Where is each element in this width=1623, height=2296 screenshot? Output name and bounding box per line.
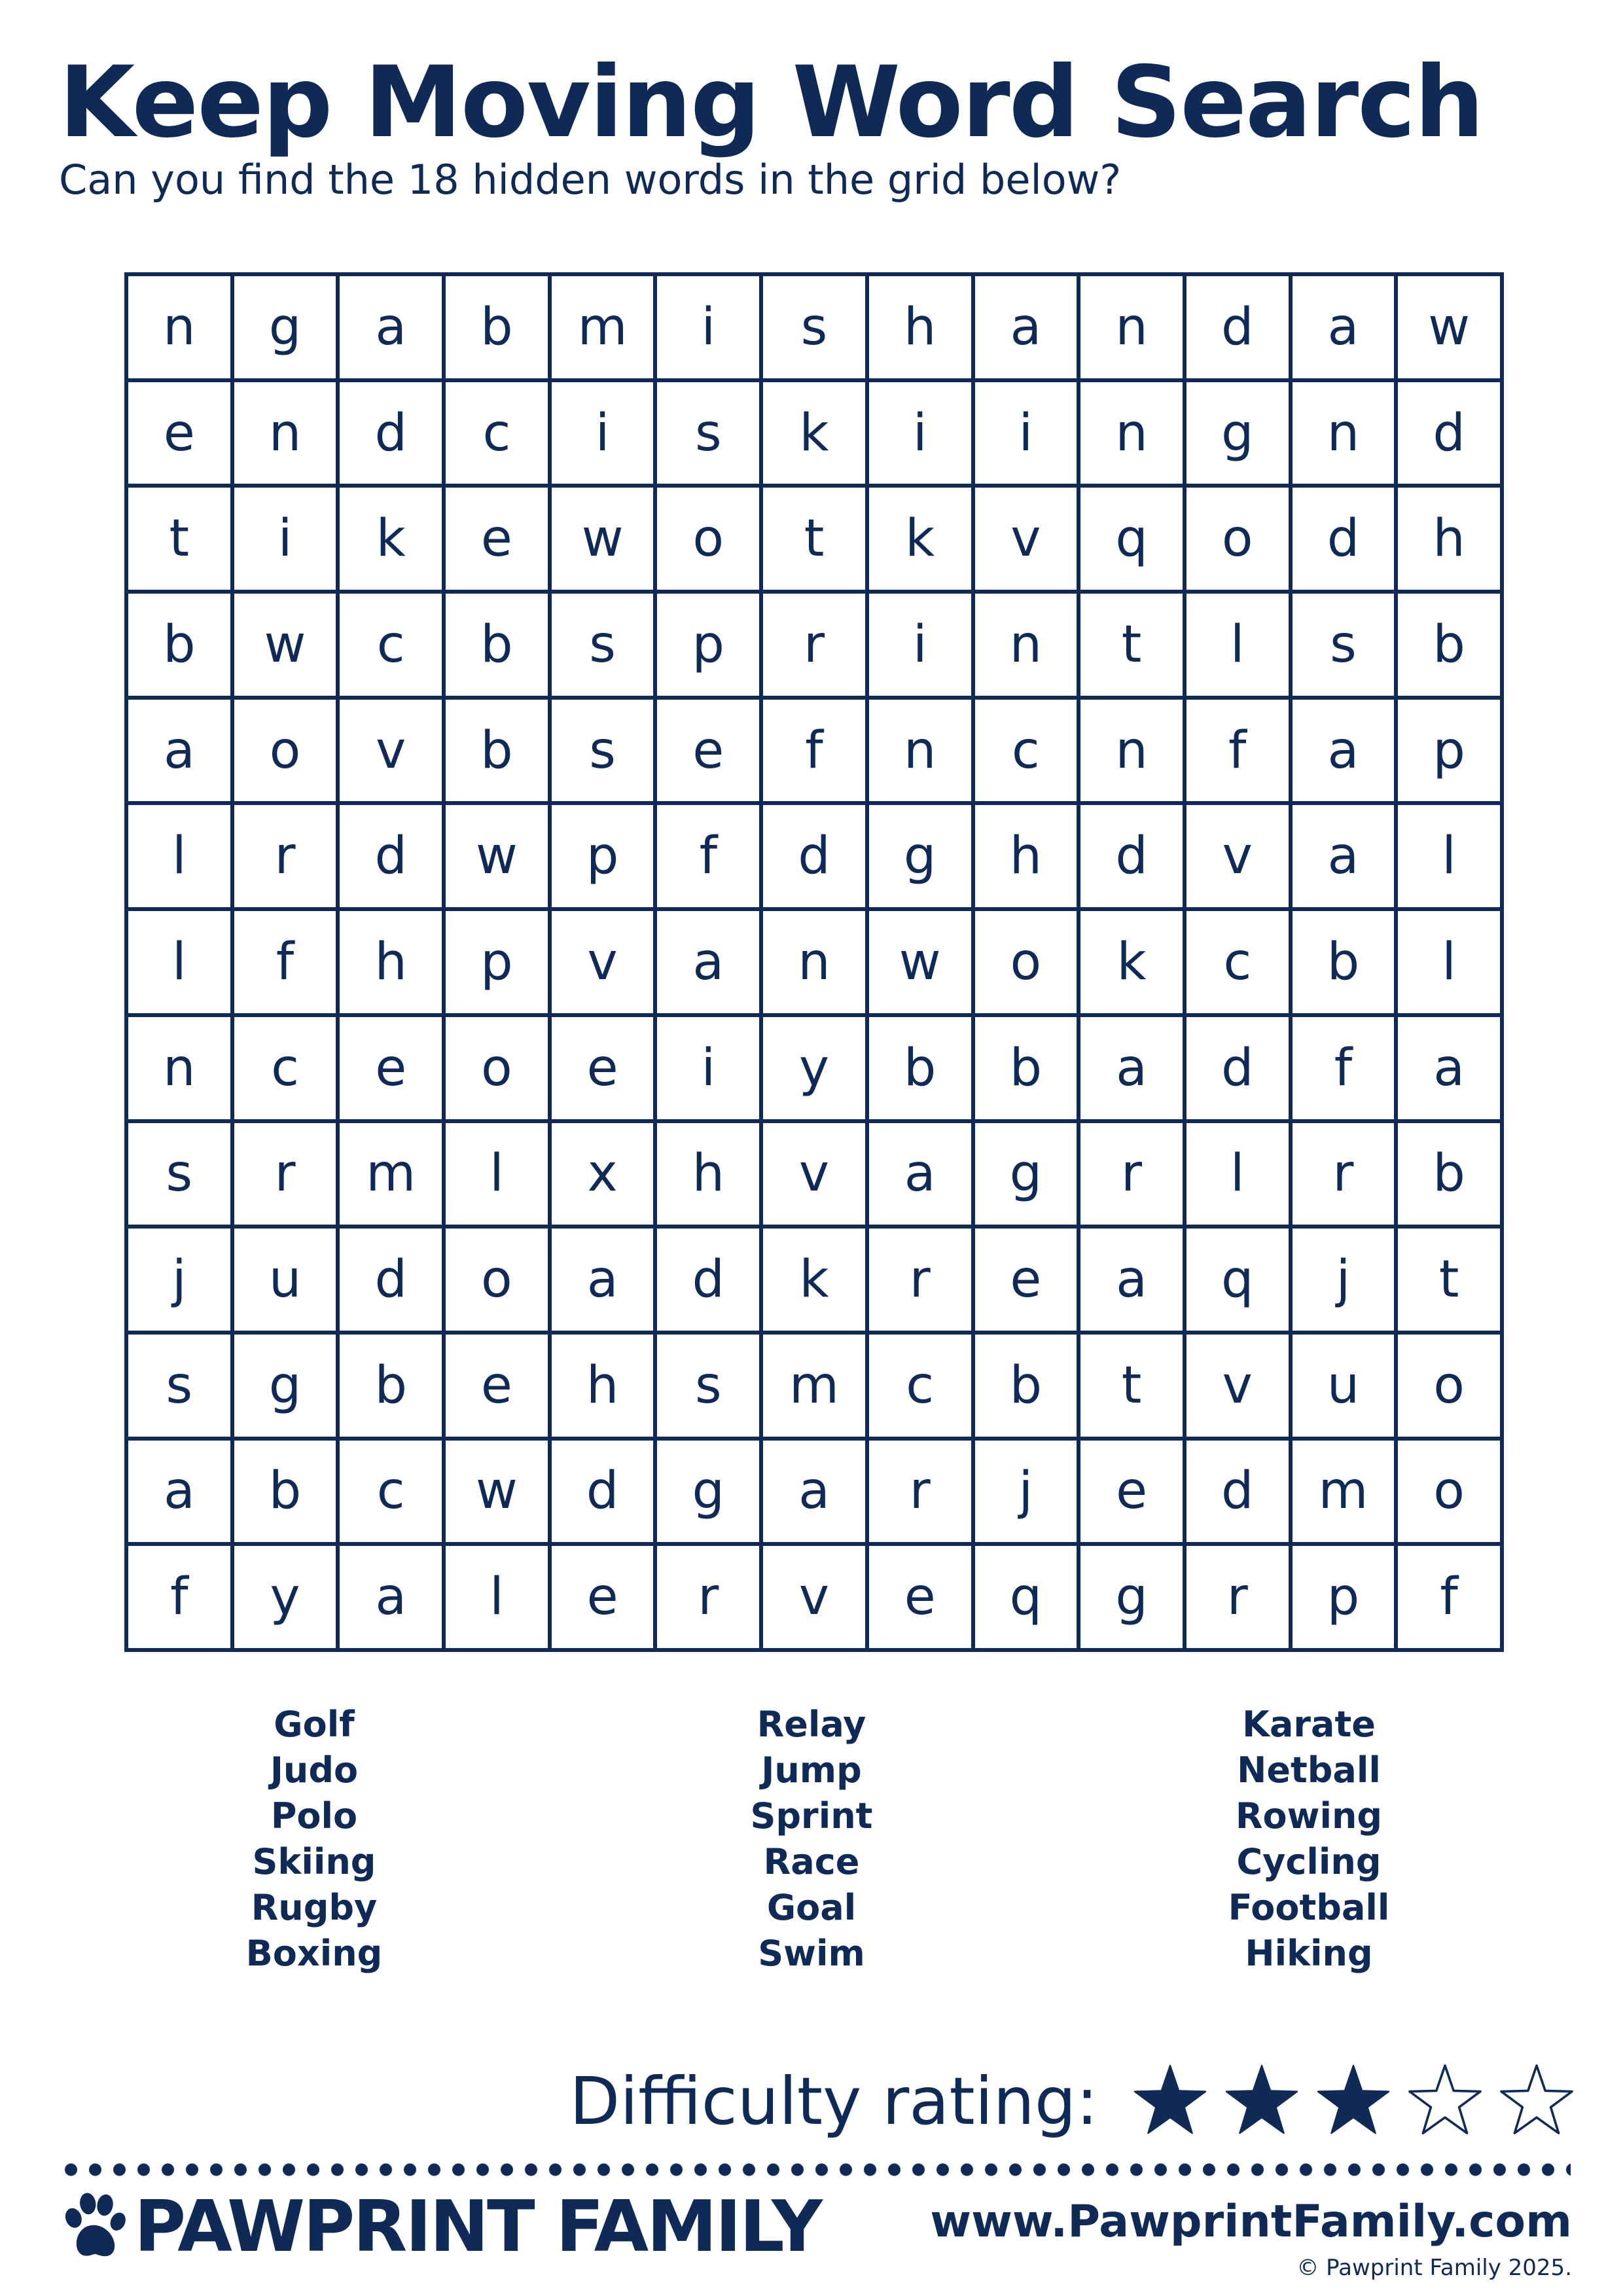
word-item: Golf [274, 1704, 355, 1745]
grid-cell[interactable]: r [232, 1121, 338, 1227]
grid-cell[interactable]: v [761, 1121, 867, 1227]
star-filled-icon [1131, 2062, 1209, 2140]
grid-cell[interactable]: c [973, 698, 1079, 804]
grid-cell[interactable]: o [232, 698, 338, 804]
grid-cell[interactable]: i [867, 380, 973, 486]
grid-cell[interactable]: s [1291, 592, 1397, 698]
grid-cell[interactable]: d [550, 1439, 656, 1545]
grid-cell[interactable]: b [232, 1439, 338, 1545]
grid-cell[interactable]: n [761, 909, 867, 1015]
grid-cell[interactable]: d [1291, 486, 1397, 592]
word-list-column-1 [85, 1702, 543, 1977]
grid-cell[interactable]: b [444, 274, 550, 380]
grid-cell[interactable]: i [655, 1015, 761, 1121]
grid-cell[interactable]: c [338, 1439, 444, 1545]
grid-cell[interactable]: e [338, 1015, 444, 1121]
grid-cell[interactable]: m [338, 1121, 444, 1227]
grid-cell[interactable]: p [1291, 1544, 1397, 1650]
word-item: Cycling [1236, 1841, 1382, 1882]
grid-cell[interactable]: n [126, 274, 232, 380]
grid-cell[interactable]: l [1185, 592, 1291, 698]
grid-cell[interactable]: d [1185, 1015, 1291, 1121]
page-subtitle: Can you find the 18 hidden words in the grid below? [59, 156, 1122, 204]
grid-cell[interactable]: d [1185, 274, 1291, 380]
grid-cell[interactable]: e [444, 486, 550, 592]
difficulty-rating [569, 2062, 1576, 2140]
grid-cell[interactable]: a [126, 1439, 232, 1545]
grid-cell[interactable]: i [973, 380, 1079, 486]
word-item: Rowing [1235, 1795, 1383, 1837]
grid-cell[interactable]: p [655, 592, 761, 698]
word-item: Boxing [245, 1933, 383, 1974]
grid-cell[interactable]: w [232, 592, 338, 698]
grid-cell[interactable]: g [1185, 380, 1291, 486]
word-search-grid [124, 272, 1504, 1652]
grid-cell[interactable]: y [761, 1015, 867, 1121]
grid-cell[interactable]: a [550, 1227, 656, 1333]
grid-cell[interactable]: a [655, 909, 761, 1015]
difficulty-stars [1118, 2062, 1576, 2140]
grid-cell[interactable]: c [444, 380, 550, 486]
word-list-column-2 [582, 1702, 1041, 1977]
grid-cell[interactable]: m [761, 1333, 867, 1439]
word-item: Swim [758, 1933, 865, 1974]
grid-cell[interactable]: h [338, 909, 444, 1015]
grid-cell[interactable]: c [232, 1015, 338, 1121]
grid-cell[interactable]: n [1079, 274, 1185, 380]
grid-cell[interactable]: t [1396, 1227, 1502, 1333]
grid-cell[interactable]: a [1291, 274, 1397, 380]
grid-cell[interactable]: e [550, 1544, 656, 1650]
grid-cell[interactable]: a [761, 1439, 867, 1545]
grid-cell[interactable]: p [444, 909, 550, 1015]
grid-cell[interactable]: s [761, 274, 867, 380]
grid-cell[interactable]: c [1185, 909, 1291, 1015]
grid-cell[interactable]: o [1396, 1333, 1502, 1439]
grid-cell[interactable]: l [126, 803, 232, 909]
grid-cell[interactable]: i [655, 274, 761, 380]
grid-cell[interactable]: l [1396, 909, 1502, 1015]
grid-cell[interactable]: a [867, 1121, 973, 1227]
grid-cell[interactable]: s [126, 1121, 232, 1227]
grid-cell[interactable]: k [338, 486, 444, 592]
grid-cell[interactable]: b [338, 1333, 444, 1439]
grid-cell[interactable]: u [232, 1227, 338, 1333]
grid-cell[interactable]: o [655, 486, 761, 592]
grid-cell[interactable]: g [867, 803, 973, 909]
grid-cell[interactable]: o [1396, 1439, 1502, 1545]
grid-cell[interactable]: k [867, 486, 973, 592]
grid-cell[interactable]: f [761, 698, 867, 804]
grid-cell[interactable]: h [1396, 486, 1502, 592]
grid-cell[interactable]: b [126, 592, 232, 698]
grid-cell[interactable]: s [655, 380, 761, 486]
grid-cell[interactable]: a [1079, 1015, 1185, 1121]
word-item: Skiing [252, 1841, 376, 1882]
difficulty-label: Difficulty rating: [569, 2062, 1098, 2140]
grid-cell[interactable]: f [1185, 698, 1291, 804]
grid-cell[interactable]: q [973, 1544, 1079, 1650]
grid-cell[interactable]: v [761, 1544, 867, 1650]
dotted-divider [59, 2162, 1571, 2178]
grid-cell[interactable]: a [126, 698, 232, 804]
grid-cell[interactable]: o [973, 909, 1079, 1015]
grid-cell[interactable]: d [655, 1227, 761, 1333]
grid-cell[interactable]: w [1396, 274, 1502, 380]
grid-cell[interactable]: m [550, 274, 656, 380]
grid-cell[interactable]: b [973, 1333, 1079, 1439]
grid-cell[interactable]: r [1291, 1121, 1397, 1227]
word-list-column-3 [1080, 1702, 1538, 1977]
grid-cell[interactable]: p [1396, 698, 1502, 804]
grid-cell[interactable]: f [126, 1544, 232, 1650]
grid-cell[interactable]: a [973, 274, 1079, 380]
grid-cell[interactable]: j [1291, 1227, 1397, 1333]
grid-cell[interactable]: a [1079, 1227, 1185, 1333]
grid-cell[interactable]: a [338, 1544, 444, 1650]
grid-cell[interactable]: l [126, 909, 232, 1015]
grid-cell[interactable]: f [655, 803, 761, 909]
grid-cell[interactable]: q [1185, 1227, 1291, 1333]
grid-cell[interactable]: a [1396, 1015, 1502, 1121]
grid-cell[interactable]: b [1291, 909, 1397, 1015]
grid-cell[interactable]: p [550, 803, 656, 909]
grid-cell[interactable]: f [1291, 1015, 1397, 1121]
grid-cell[interactable]: g [655, 1439, 761, 1545]
grid-cell[interactable]: v [1185, 1333, 1291, 1439]
grid-cell[interactable]: e [126, 380, 232, 486]
grid-cell[interactable]: d [338, 803, 444, 909]
grid-cell[interactable]: r [1079, 1121, 1185, 1227]
grid-cell[interactable]: t [126, 486, 232, 592]
grid-cell[interactable]: k [1079, 909, 1185, 1015]
grid-cell[interactable]: l [444, 1121, 550, 1227]
grid-cell[interactable]: q [1079, 486, 1185, 592]
grid-cell[interactable]: w [867, 909, 973, 1015]
grid-cell[interactable]: w [444, 803, 550, 909]
word-item: Netball [1237, 1749, 1381, 1791]
word-item: Sprint [750, 1795, 873, 1837]
grid-cell[interactable]: d [338, 1227, 444, 1333]
word-item: Karate [1242, 1704, 1376, 1745]
grid-cell[interactable]: s [550, 698, 656, 804]
grid-cell[interactable]: c [338, 592, 444, 698]
grid-cell[interactable]: t [1079, 592, 1185, 698]
grid-cell[interactable]: v [338, 698, 444, 804]
grid-cell[interactable]: d [1396, 380, 1502, 486]
grid-cell[interactable]: t [761, 486, 867, 592]
word-item: Hiking [1245, 1933, 1373, 1974]
grid-cell[interactable]: l [444, 1544, 550, 1650]
grid-cell[interactable]: r [232, 803, 338, 909]
grid-cell[interactable]: s [550, 592, 656, 698]
grid-cell[interactable]: n [1291, 380, 1397, 486]
grid-cell[interactable]: m [1291, 1439, 1397, 1545]
grid-cell[interactable]: v [550, 909, 656, 1015]
grid-cell[interactable]: h [655, 1121, 761, 1227]
grid-cell[interactable]: d [338, 380, 444, 486]
copyright-text: © Pawprint Family 2025. [1296, 2255, 1572, 2281]
word-item: Relay [757, 1704, 866, 1745]
grid-cell[interactable]: b [1396, 1121, 1502, 1227]
grid-cell[interactable]: r [1185, 1544, 1291, 1650]
grid-cell[interactable]: f [1396, 1544, 1502, 1650]
grid-cell[interactable]: f [232, 909, 338, 1015]
grid-cell[interactable]: a [338, 274, 444, 380]
grid-cell[interactable]: b [973, 1015, 1079, 1121]
grid-cell[interactable]: h [550, 1333, 656, 1439]
grid-cell[interactable]: b [444, 592, 550, 698]
website-link[interactable]: www.PawprintFamily.com [930, 2196, 1572, 2248]
grid-cell[interactable]: l [1396, 803, 1502, 909]
word-item: Jump [761, 1749, 862, 1791]
word-item: Polo [270, 1795, 358, 1837]
grid-cell[interactable]: i [232, 486, 338, 592]
star-filled-icon [1222, 2062, 1301, 2140]
word-item: Football [1228, 1887, 1390, 1928]
grid-cell[interactable]: o [444, 1015, 550, 1121]
grid-cell[interactable]: e [655, 698, 761, 804]
grid-cell[interactable]: n [1079, 380, 1185, 486]
grid-cell[interactable]: d [1079, 803, 1185, 909]
grid-cell[interactable]: i [867, 592, 973, 698]
grid-cell[interactable]: w [550, 486, 656, 592]
grid-cell[interactable]: w [444, 1439, 550, 1545]
star-empty-icon [1497, 2062, 1576, 2140]
grid-cell[interactable]: v [1185, 803, 1291, 909]
grid-cell[interactable]: e [1079, 1439, 1185, 1545]
word-item: Judo [270, 1749, 359, 1791]
grid-cell[interactable]: g [232, 1333, 338, 1439]
grid-cell[interactable]: r [761, 592, 867, 698]
grid-cell[interactable]: a [1291, 803, 1397, 909]
page-title: Keep Moving Word Search [59, 46, 1483, 160]
grid-cell[interactable]: s [655, 1333, 761, 1439]
grid-cell[interactable]: g [232, 274, 338, 380]
grid-cell[interactable]: n [973, 592, 1079, 698]
grid-cell[interactable]: n [867, 698, 973, 804]
word-item: Goal [766, 1887, 857, 1928]
grid-cell[interactable]: i [550, 380, 656, 486]
grid-cell[interactable]: h [867, 274, 973, 380]
paw-icon [58, 2189, 130, 2265]
grid-cell[interactable]: g [973, 1121, 1079, 1227]
grid-cell[interactable]: d [1185, 1439, 1291, 1545]
grid-cell[interactable]: h [973, 803, 1079, 909]
grid-cell[interactable]: r [867, 1227, 973, 1333]
grid-cell[interactable]: e [867, 1544, 973, 1650]
grid-cell[interactable]: b [1396, 592, 1502, 698]
grid-cell[interactable]: y [232, 1544, 338, 1650]
grid-cell[interactable]: k [761, 1227, 867, 1333]
grid-cell[interactable]: r [655, 1544, 761, 1650]
grid-cell[interactable]: e [444, 1333, 550, 1439]
grid-cell[interactable]: v [973, 486, 1079, 592]
grid-cell[interactable]: e [550, 1015, 656, 1121]
word-item: Rugby [251, 1887, 378, 1928]
grid-cell[interactable]: c [867, 1333, 973, 1439]
grid-cell[interactable]: t [1079, 1333, 1185, 1439]
grid-cell[interactable]: k [761, 380, 867, 486]
grid-cell[interactable]: e [973, 1227, 1079, 1333]
grid-cell[interactable]: n [126, 1015, 232, 1121]
grid-cell[interactable]: r [867, 1439, 973, 1545]
grid-cell[interactable]: a [1291, 698, 1397, 804]
star-empty-icon [1406, 2062, 1484, 2140]
grid-cell[interactable]: o [1185, 486, 1291, 592]
grid-cell[interactable]: d [761, 803, 867, 909]
grid-cell[interactable]: g [1079, 1544, 1185, 1650]
brand-name: PAWPRINT FAMILY [134, 2186, 821, 2268]
grid-cell[interactable]: j [973, 1439, 1079, 1545]
grid-cell[interactable]: n [232, 380, 338, 486]
grid-cell[interactable]: j [126, 1227, 232, 1333]
grid-cell[interactable]: u [1291, 1333, 1397, 1439]
grid-cell[interactable]: o [444, 1227, 550, 1333]
star-filled-icon [1314, 2062, 1393, 2140]
word-item: Race [763, 1841, 860, 1882]
grid-cell[interactable]: b [444, 698, 550, 804]
grid-cell[interactable]: s [126, 1333, 232, 1439]
grid-cell[interactable]: b [867, 1015, 973, 1121]
grid-cell[interactable]: l [1185, 1121, 1291, 1227]
grid-cell[interactable]: x [550, 1121, 656, 1227]
grid-cell[interactable]: n [1079, 698, 1185, 804]
